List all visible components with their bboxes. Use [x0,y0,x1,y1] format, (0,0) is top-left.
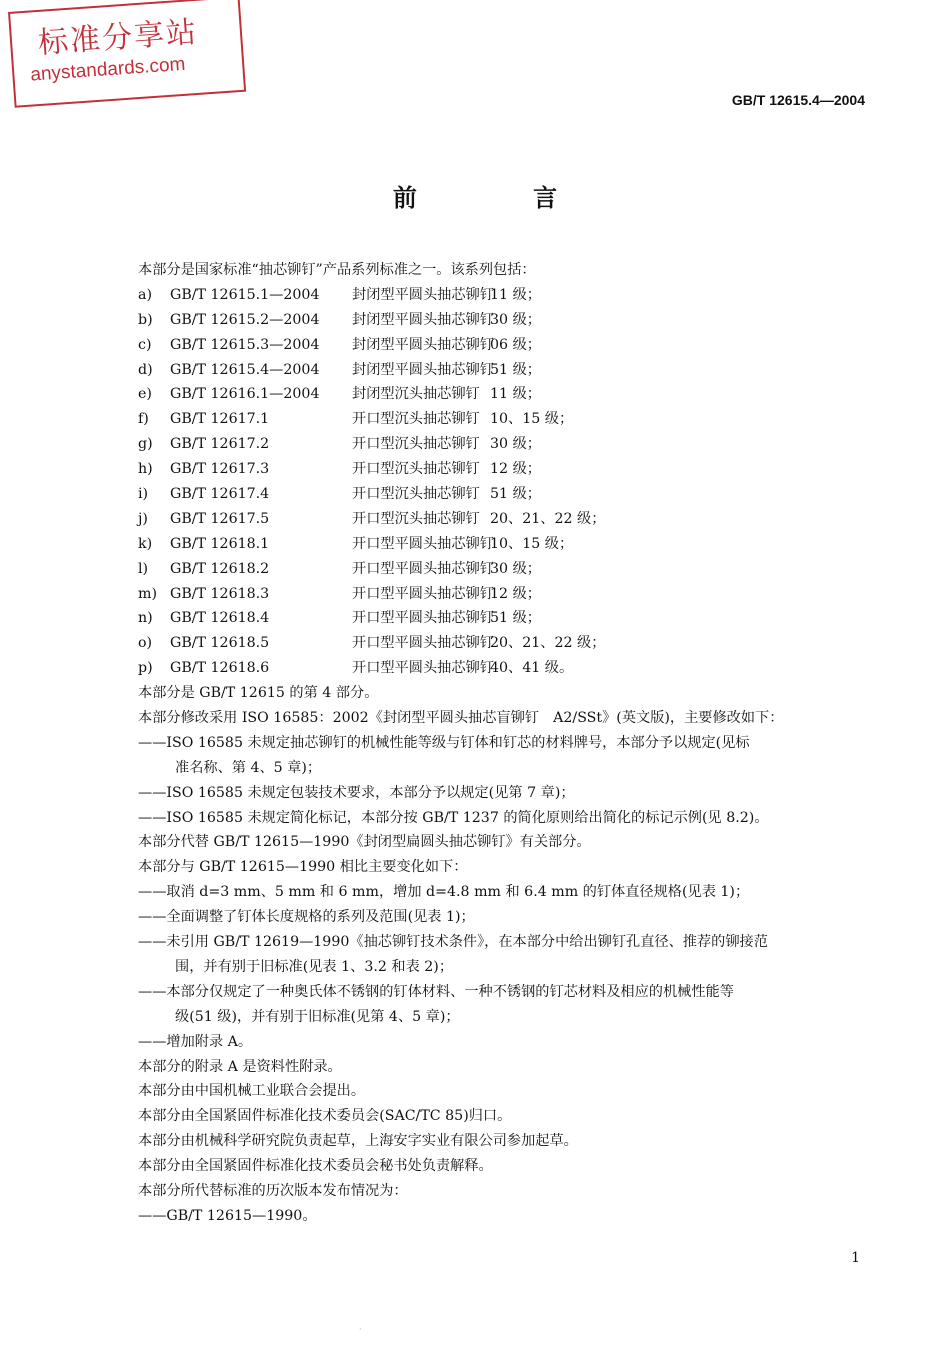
series-item [138,507,873,532]
modification-item: ——ISO 16585 未规定简化标记，本部分按 GB/T 1237 的简化原则给出简化的标记示例(见 8.2)。 [138,809,769,826]
item-grade: 30 级； [490,436,541,453]
series-item [138,482,873,507]
item-letter: i) [138,486,149,503]
footer-mark: · [359,1325,362,1334]
series-item [138,382,873,407]
item-code: GB/T 12618.5 [170,635,270,652]
item-code: GB/T 12617.5 [170,510,270,527]
item-grade: 11 级； [490,386,541,403]
series-item [138,606,873,631]
closing-paragraph: 本部分所代替标准的历次版本发布情况为： [138,1182,408,1199]
item-grade: 51 级； [490,610,541,627]
foreword-body [138,258,873,1229]
item-name: 开口型沉头抽芯铆钉 [352,461,480,478]
series-list [138,283,873,681]
change-item-continued: 级(51 级)，并有别于旧标准(见第 4、5 章)； [175,1008,460,1025]
modification-item: ——ISO 16585 未规定包装技术要求，本部分予以规定(见第 7 章)； [138,784,575,801]
item-letter: d) [138,361,153,378]
change-item: ——本部分仅规定了一种奥氏体不锈钢的钉体材料、一种不锈钢的钉芯材料及相应的机械性能等 [138,983,734,1000]
series-item [138,407,873,432]
change-item: ——取消 d=3 mm、5 mm 和 6 mm，增加 d=4.8 mm 和 6.4 mm 的钉体直径规格(见表 1)； [138,884,750,901]
item-name: 封闭型沉头抽芯铆钉 [352,386,480,403]
item-name: 开口型平圆头抽芯铆钉 [352,560,494,577]
item-grade: 30 级； [490,560,541,577]
item-code: GB/T 12617.2 [170,436,270,453]
modification-item: ——ISO 16585 未规定抽芯铆钉的机械性能等级与钉体和钉芯的材料牌号，本部分予以规定(见标 [138,734,750,751]
series-item [138,656,873,681]
item-name: 开口型沉头抽芯铆钉 [352,486,480,503]
change-item: ——全面调整了钉体长度规格的系列及范围(见表 1)； [138,909,475,926]
series-item [138,532,873,557]
item-grade: 20、21、22 级； [490,635,606,652]
item-name: 开口型沉头抽芯铆钉 [352,411,480,428]
item-grade: 20、21、22 级； [490,510,606,527]
change-item: ——未引用 GB/T 12619—1990《抽芯铆钉技术条件》，在本部分中给出铆钉孔直径、推荐的铆接范 [138,934,768,951]
changes-list [138,880,873,1054]
item-name: 开口型沉头抽芯铆钉 [352,436,480,453]
series-item [138,432,873,457]
item-letter: f) [138,411,149,428]
item-code: GB/T 12618.3 [170,585,270,602]
item-name: 开口型平圆头抽芯铆钉 [352,535,494,552]
item-code: GB/T 12616.1—2004 [170,386,320,403]
item-name: 开口型平圆头抽芯铆钉 [352,660,494,677]
changes-intro: 本部分与 GB/T 12615—1990 相比主要变化如下： [138,859,468,876]
closing-paragraph: 本部分由全国紧固件标准化技术委员会(SAC/TC 85)归口。 [138,1108,512,1125]
item-grade: 10、15 级； [490,535,574,552]
item-letter: b) [138,311,153,328]
series-item [138,631,873,656]
stamp-text-cn: 标准分享站 [37,14,200,61]
item-code: GB/T 12618.4 [170,610,270,627]
item-letter: c) [138,336,152,353]
item-grade: 12 级； [490,461,541,478]
item-letter: g) [138,436,153,453]
item-grade: 10、15 级； [490,411,574,428]
item-grade: 30 级； [490,311,541,328]
change-item-continued: 围，并有别于旧标准(见表 1、3.2 和表 2)； [175,958,454,975]
item-code: GB/T 12617.1 [170,411,270,428]
item-code: GB/T 12617.4 [170,486,270,503]
closing-paragraph: 本部分由中国机械工业联合会提出。 [138,1083,366,1100]
item-name: 开口型平圆头抽芯铆钉 [352,610,494,627]
standard-code: GB/T 12615.4—2004 [731,92,865,108]
item-code: GB/T 12618.2 [170,560,270,577]
item-name: 开口型平圆头抽芯铆钉 [352,635,494,652]
modification-item-continued: 准名称、第 4、5 章)； [175,759,322,776]
item-code: GB/T 12618.6 [170,660,270,677]
history-entry: ——GB/T 12615—1990。 [138,1207,317,1224]
closing-paragraph: 本部分由机械科学研究院负责起草，上海安字实业有限公司参加起草。 [138,1133,578,1150]
item-name: 封闭型平圆头抽芯铆钉 [352,311,494,328]
series-item [138,283,873,308]
item-letter: o) [138,635,153,652]
item-name: 开口型沉头抽芯铆钉 [352,510,480,527]
item-code: GB/T 12615.4—2004 [170,361,320,378]
item-name: 开口型平圆头抽芯铆钉 [352,585,494,602]
item-letter: e) [138,386,152,403]
item-name: 封闭型平圆头抽芯铆钉 [352,361,494,378]
item-letter: a) [138,286,152,303]
series-item [138,358,873,383]
item-code: GB/T 12615.3—2004 [170,336,320,353]
stamp-text-en: anystandards.com [29,53,187,86]
series-item [138,308,873,333]
item-letter: m) [138,585,157,602]
item-grade: 51 级； [490,361,541,378]
part-statement: 本部分是 GB/T 12615 的第 4 部分。 [138,685,379,702]
closing-paragraphs [138,1055,873,1204]
item-letter: h) [138,461,153,478]
closing-paragraph: 本部分的附录 A 是资料性附录。 [138,1058,342,1075]
item-grade: 06 级； [490,336,541,353]
item-letter: l) [138,560,149,577]
item-letter: k) [138,535,153,552]
item-code: GB/T 12615.1—2004 [170,286,320,303]
item-letter: p) [138,660,153,677]
item-code: GB/T 12618.1 [170,535,270,552]
item-code: GB/T 12617.3 [170,461,270,478]
item-name: 封闭型平圆头抽芯铆钉 [352,286,494,303]
item-letter: j) [138,510,148,527]
item-code: GB/T 12615.2—2004 [170,311,320,328]
series-item [138,582,873,607]
item-name: 封闭型平圆头抽芯铆钉 [352,336,494,353]
intro-paragraph: 本部分是国家标准“抽芯铆钉”产品系列标准之一。该系列包括： [138,262,536,278]
page-number: 1 [851,1250,860,1266]
item-letter: n) [138,610,153,627]
watermark-stamp [8,0,246,108]
closing-paragraph: 本部分由全国紧固件标准化技术委员会秘书处负责解释。 [138,1158,493,1175]
item-grade: 12 级； [490,585,541,602]
series-item [138,557,873,582]
item-grade: 40、41 级。 [490,660,574,677]
series-item [138,457,873,482]
modification-intro: 本部分修改采用 ISO 16585：2002《封闭型平圆头抽芯盲铆钉 A2/SSt》(英文版)，主要修改如下： [138,710,784,727]
replaces-statement: 本部分代替 GB/T 12615—1990《封闭型扁圆头抽芯铆钉》有关部分。 [138,834,591,851]
change-item: ——增加附录 A。 [138,1033,253,1050]
item-grade: 11 级； [490,286,541,303]
series-item [138,333,873,358]
item-grade: 51 级； [490,486,541,503]
page-title: 前 言 [392,184,612,212]
modifications-list [138,731,873,831]
